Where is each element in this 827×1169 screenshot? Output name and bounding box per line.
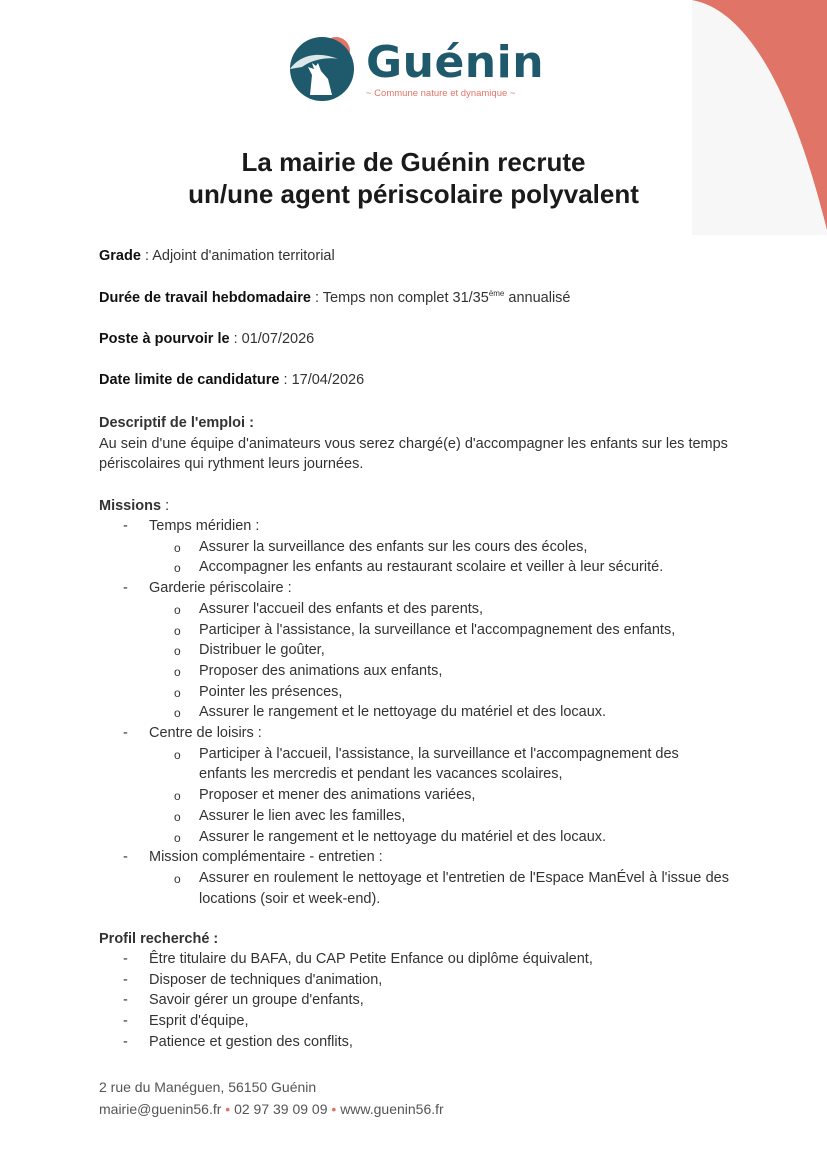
mission-group	[99, 847, 729, 868]
dash-bullet: -	[123, 725, 128, 742]
mission-item-text: Distribuer le goûter,	[199, 642, 325, 659]
mission-item	[99, 744, 729, 785]
mission-item-text: Participer à l'assistance, la surveillance et l'accompagnement des enfants,	[199, 621, 676, 638]
profil-item	[99, 1032, 729, 1053]
dash-bullet: -	[123, 992, 128, 1009]
profil-item-text: Esprit d'équipe,	[149, 1013, 249, 1030]
missions-heading-line	[99, 496, 729, 517]
circle-bullet: o	[174, 561, 181, 576]
circle-bullet: o	[174, 871, 181, 886]
duree-field	[99, 289, 570, 306]
circle-bullet: o	[174, 664, 181, 679]
grade-label: Grade	[99, 248, 141, 264]
mission-group	[99, 723, 729, 744]
dash-bullet: -	[123, 1013, 128, 1030]
mission-item	[99, 599, 729, 620]
profil-heading-line	[99, 929, 729, 950]
mission-item-text: Assurer le rangement et le nettoyage du matériel et des locaux.	[199, 704, 607, 721]
circle-bullet: o	[174, 809, 181, 824]
mission-item-text: Accompagner les enfants au restaurant scolaire et veiller à leur sécurité.	[199, 559, 664, 576]
profil-item-text: Être titulaire du BAFA, du CAP Petite Enfance ou diplôme équivalent,	[149, 951, 593, 967]
footer-phone: 02 97 39 09 09	[234, 1101, 328, 1117]
profil-item	[99, 1011, 729, 1032]
page-title	[0, 146, 827, 210]
profil-heading: Profil recherché :	[99, 931, 219, 947]
logo-name: Guénin	[366, 37, 545, 88]
mission-item	[99, 785, 729, 806]
title-line-2: un/une agent périscolaire polyvalent	[188, 179, 639, 209]
poste-field	[99, 331, 314, 347]
footer-email[interactable]: mairie@guenin56.fr	[99, 1101, 222, 1117]
circle-bullet: o	[174, 644, 181, 659]
mission-item-text: Proposer des animations aux enfants,	[199, 662, 443, 679]
missions-heading: Missions	[99, 498, 162, 514]
mission-item-text: Assurer la surveillance des enfants sur les cours des écoles,	[199, 538, 588, 555]
profil-item	[99, 990, 729, 1011]
duree-label: Durée de travail hebdomadaire	[99, 289, 311, 306]
mission-item	[99, 557, 729, 578]
mission-item-text: Assurer l'accueil des enfants et des parents,	[199, 600, 484, 617]
footer-separator: •	[331, 1101, 337, 1117]
dash-bullet: -	[123, 971, 128, 988]
dash-bullet: -	[123, 849, 128, 866]
poste-label: Poste à pourvoir le	[99, 331, 230, 347]
duree-suffix: annualisé	[504, 289, 571, 306]
circle-bullet: o	[174, 685, 181, 700]
grade-value: : Adjoint d'animation territorial	[140, 248, 335, 264]
mission-group-label: Temps méridien :	[149, 518, 260, 534]
dash-bullet: -	[123, 518, 128, 534]
mission-item-text: Participer à l'accueil, l'assistance, la surveillance et l'accompagnement des enfants les mercredis et pendant les vacances scolaires,	[199, 745, 679, 783]
mission-item	[99, 661, 729, 682]
circle-bullet: o	[174, 706, 181, 721]
mission-group-label: Garderie périscolaire :	[149, 580, 292, 597]
logo-tagline: ~ Commune nature et dynamique ~	[366, 88, 516, 99]
missions-heading-suffix: :	[161, 498, 170, 514]
dash-bullet: -	[123, 580, 128, 597]
mission-item-text: Assurer le lien avec les familles,	[199, 807, 406, 824]
mission-item	[99, 620, 729, 641]
profil-item	[99, 949, 729, 970]
circle-bullet: o	[174, 789, 181, 804]
dash-bullet: -	[123, 951, 128, 967]
mission-item	[99, 640, 729, 661]
guenin-logo	[288, 33, 548, 103]
profil-item-text: Savoir gérer un groupe d'enfants,	[149, 992, 364, 1009]
mission-item	[99, 682, 729, 703]
limite-value: : 17/04/2026	[279, 372, 365, 388]
mission-group	[99, 516, 729, 537]
profil-item	[99, 970, 729, 991]
mission-item	[99, 806, 729, 827]
circle-bullet: o	[174, 540, 181, 555]
mission-item-text: Pointer les présences,	[199, 683, 343, 700]
descriptif-text: Au sein d'une équipe d'animateurs vous serez chargé(e) d'accompagner les enfants sur les temps périscolaires qui rythment leurs journées.	[99, 435, 728, 473]
mission-item-text: Proposer et mener des animations variées,	[199, 787, 476, 804]
footer-address: 2 rue du Manéguen, 56150 Guénin	[99, 1079, 317, 1095]
footer-contact	[99, 1101, 444, 1117]
mission-item	[99, 702, 729, 723]
wolf-logo-icon	[288, 33, 358, 103]
mission-group	[99, 578, 729, 599]
profil-item-text: Disposer de techniques d'animation,	[149, 971, 383, 988]
descriptif-heading: Descriptif de l'emploi :	[99, 415, 254, 431]
footer-separator: •	[225, 1101, 231, 1117]
circle-bullet: o	[174, 830, 181, 845]
footer-website[interactable]: www.guenin56.fr	[340, 1101, 444, 1117]
poste-value: : 01/07/2026	[229, 331, 315, 347]
mission-item	[99, 537, 729, 558]
profil-item-text: Patience et gestion des conflits,	[149, 1033, 353, 1050]
mission-item	[99, 868, 729, 909]
dash-bullet: -	[123, 1033, 128, 1050]
circle-bullet: o	[174, 623, 181, 638]
mission-item-text: Assurer en roulement le nettoyage et l'entretien de l'Espace ManÉvel à l'issue des locations (soir et week-end).	[199, 869, 729, 907]
profil-list	[99, 949, 729, 1053]
duree-value: : Temps non complet 31/35	[310, 289, 489, 306]
mission-item	[99, 827, 729, 848]
limite-label: Date limite de candidature	[99, 372, 280, 388]
missions-list	[99, 516, 729, 909]
limite-field	[99, 372, 364, 388]
title-line-1: La mairie de Guénin recrute	[241, 147, 586, 177]
mission-group-label: Centre de loisirs :	[149, 725, 262, 742]
circle-bullet: o	[174, 747, 181, 762]
duree-superscript: ème	[488, 289, 505, 298]
circle-bullet: o	[174, 602, 181, 617]
grade-field	[99, 248, 335, 264]
descriptif-section	[99, 413, 729, 475]
mission-item-text: Assurer le rangement et le nettoyage du matériel et des locaux.	[199, 828, 607, 845]
mission-group-label: Mission complémentaire - entretien :	[149, 849, 383, 866]
